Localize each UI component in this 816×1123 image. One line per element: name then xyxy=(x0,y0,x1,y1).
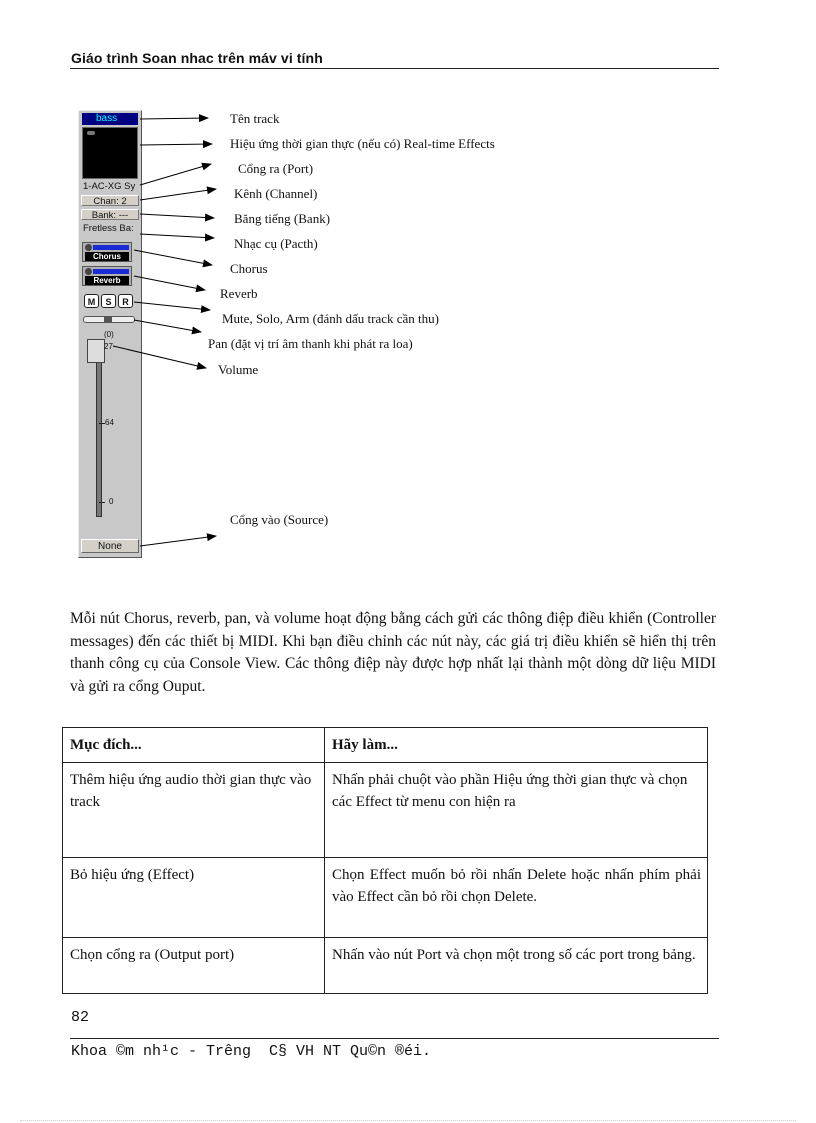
label-bank: Băng tiếng (Bank) xyxy=(234,211,331,226)
fader-scale-64: 64 xyxy=(105,418,114,427)
channel-button[interactable]: Chan: 2 xyxy=(81,195,139,206)
label-reverb: Reverb xyxy=(220,286,258,301)
table-header-action: Hãy làm... xyxy=(325,728,708,763)
bank-button[interactable]: Bank: --- xyxy=(81,209,139,220)
label-port: Cổng ra (Port) xyxy=(238,161,314,176)
table-cell-purpose: Chọn cổng ra (Output port) xyxy=(63,938,325,994)
table-cell-purpose: Thêm hiệu ứng audio thời gian thực vào track xyxy=(63,763,325,858)
arrow-source xyxy=(140,536,216,546)
table-header-row xyxy=(63,728,708,763)
fader-scale-0: 0 xyxy=(109,497,114,506)
footer-rule xyxy=(70,1038,719,1039)
chorus-label: Chorus xyxy=(85,252,129,261)
page-header-title: Giáo trình Soan nhac trên máv vi tính xyxy=(71,50,323,66)
table-cell-action: Chọn Effect muốn bỏ rồi nhấn Delete hoặc nhấn phím phải vào Effect cần bỏ rồi chọn Delete. xyxy=(325,858,708,938)
table-row xyxy=(63,858,708,938)
page-edge-divider xyxy=(20,1120,796,1121)
arrow-bank xyxy=(140,214,214,218)
reverb-label: Reverb xyxy=(85,276,129,285)
label-patch: Nhạc cụ (Pacth) xyxy=(234,236,318,251)
port-button[interactable]: 1-AC-XG Sy xyxy=(83,181,136,192)
body-paragraph: Mỗi nút Chorus, reverb, pan, và volume hoạt động bằng cách gửi các thông điệp điều khiển (Controller messages) đến các thiết bị MIDI. Khi bạn điều chỉnh các nút này, các giá trị điều khiển sẽ hiển thị trên thanh công cụ của Console View. Các thông điệp này được hợp nhất lại thành một dòng dữ liệu MIDI và gửi ra cổng Ouput. xyxy=(70,610,716,695)
page-number: 82 xyxy=(71,1009,90,1026)
arrow-effects xyxy=(140,144,212,145)
arrow-port xyxy=(140,164,211,185)
how-to-table xyxy=(62,727,708,994)
table-header-purpose: Mục đích... xyxy=(63,728,325,763)
mute-button[interactable]: M xyxy=(84,294,99,308)
table-cell-action: Nhấn phải chuột vào phần Hiệu ứng thời gian thực và chọn các Effect từ menu con hiện ra xyxy=(325,763,708,858)
table-cell-action: Nhấn vào nút Port và chọn một trong số các port trong bảng. xyxy=(325,938,708,994)
label-track-name: Tên track xyxy=(230,111,280,126)
page-footer: Khoa ©m nh¹c - Trêng C§ VH NT Qu©n ®éi. xyxy=(71,1043,432,1060)
arrow-pan xyxy=(134,320,201,332)
label-chorus: Chorus xyxy=(230,261,268,276)
arrow-track-name xyxy=(140,118,208,119)
arrow-msr xyxy=(134,302,210,310)
solo-button[interactable]: S xyxy=(101,294,116,308)
label-volume: Volume xyxy=(218,362,259,377)
label-mute-solo-arm: Mute, Solo, Arm (đánh dấu track cần thu) xyxy=(222,311,439,326)
label-channel: Kênh (Channel) xyxy=(234,186,318,201)
label-realtime-effects: Hiệu ứng thời gian thực (nếu có) Real-time Effects xyxy=(230,136,495,151)
label-pan: Pan (đặt vị trí âm thanh khi phát ra loa) xyxy=(208,336,413,351)
arm-button[interactable]: R xyxy=(118,294,133,308)
patch-button[interactable]: Fretless Ba: xyxy=(83,223,134,234)
fader-scale-27: 27 xyxy=(104,342,113,351)
arrow-patch xyxy=(140,234,214,238)
arrow-chorus xyxy=(134,250,212,265)
arrow-channel xyxy=(140,189,216,200)
arrow-volume xyxy=(113,346,206,368)
arrow-reverb xyxy=(134,276,205,290)
table-cell-purpose: Bỏ hiệu ứng (Effect) xyxy=(63,858,325,938)
track-name-field[interactable]: bass xyxy=(82,113,138,125)
table-row xyxy=(63,938,708,994)
fader-top-mark: (0) xyxy=(104,330,114,339)
source-button[interactable]: None xyxy=(81,539,139,553)
label-source: Cổng vào (Source) xyxy=(230,512,329,527)
table-row xyxy=(63,763,708,858)
